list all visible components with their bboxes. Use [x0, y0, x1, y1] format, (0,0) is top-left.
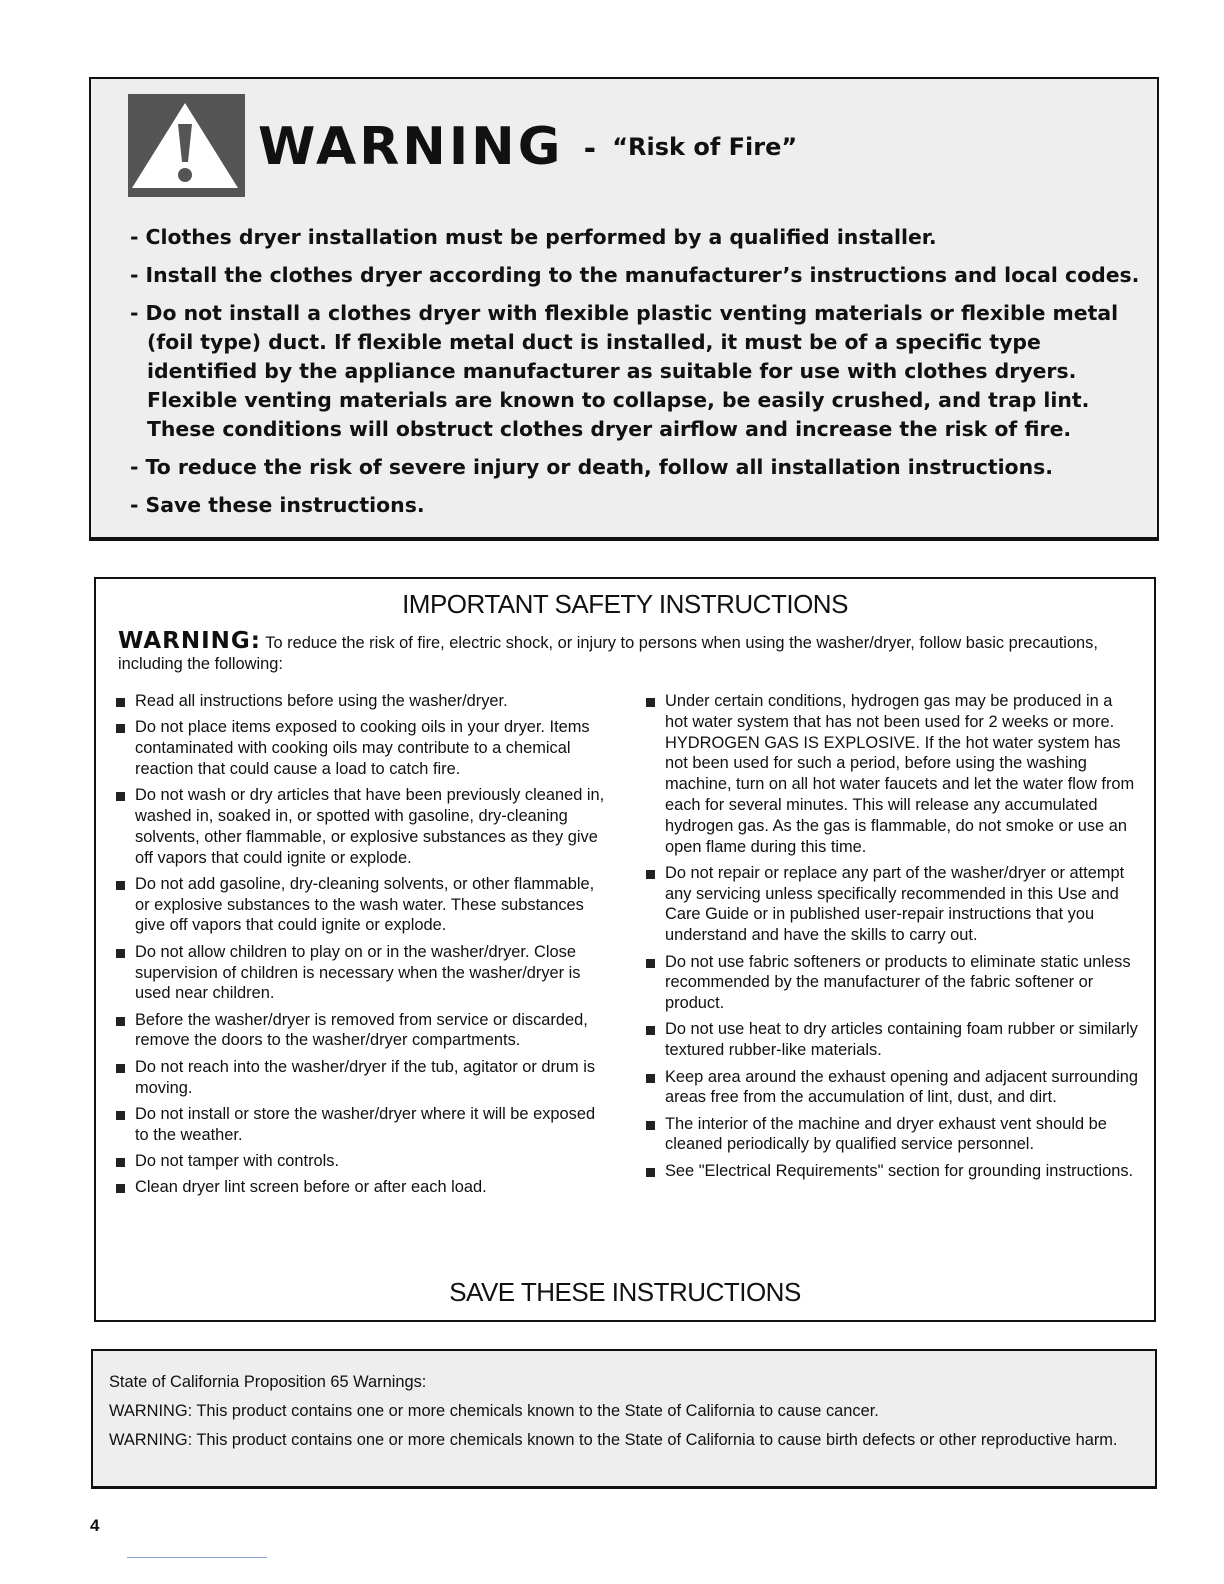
page-number: 4	[90, 1516, 100, 1535]
bullet-icon	[116, 1111, 125, 1120]
safety-intro-text: To reduce the risk of fire, electric shock, or injury to persons when using the washer/dryer, follow basic precautions, including the following:	[118, 634, 1098, 673]
list-item-text: Do not reach into the washer/dryer if the tub, agitator or drum is moving.	[135, 1057, 596, 1097]
bullet-icon	[116, 881, 125, 890]
prop65-cancer-warning: WARNING: This product contains one or more chemicals known to the State of California to cause cancer.	[109, 1401, 879, 1420]
footer-rule	[127, 1557, 267, 1558]
bullet-icon	[116, 949, 125, 958]
list-item	[116, 785, 606, 868]
fire-warning-item: - To reduce the risk of severe injury or death, follow all installation instructions.	[130, 455, 1053, 479]
bullet-icon	[116, 1064, 125, 1073]
list-item	[116, 1057, 606, 1099]
bullet-icon	[646, 1121, 655, 1130]
list-item	[646, 1019, 1138, 1061]
list-item	[116, 691, 606, 712]
safety-warning-label: WARNING:	[118, 628, 261, 654]
list-item-text: Clean dryer lint screen before or after each load.	[135, 1178, 487, 1197]
list-item-text: Before the washer/dryer is removed from service or discarded, remove the doors to the washer/dryer compartments.	[135, 1010, 588, 1050]
bullet-icon	[646, 870, 655, 879]
fire-warning-box	[89, 77, 1159, 541]
list-item	[116, 1010, 606, 1052]
list-item-text: Do not use heat to dry articles containing foam rubber or similarly textured rubber-like materials.	[665, 1020, 1138, 1060]
risk-of-fire-subtitle: “Risk of Fire”	[612, 133, 798, 161]
bullet-icon	[646, 959, 655, 968]
list-item-text: Do not repair or replace any part of the washer/dryer or attempt any servicing unless specifically recommended in this Use and Care Guide or in published user-repair instructions that you understand and have the skills to carry out.	[665, 863, 1125, 945]
list-item	[116, 1177, 606, 1198]
list-item	[116, 717, 606, 779]
fire-warning-item: - Do not install a clothes dryer with flexible plastic venting materials or flexible metal (foil type) duct. If flexible metal duct is installed, it must be of a specific type identified by the appliance manufacturer as suitable for use with clothes dryers. Flexible venting materials are known to collapse, be easily crushed, and trap lint. These conditions will obstruct clothes dryer airflow and increase the risk of fire.	[130, 301, 1119, 441]
bullet-icon	[646, 698, 655, 707]
fire-warning-title	[258, 117, 797, 177]
prop65-box	[91, 1349, 1157, 1489]
list-item-text: Do not place items exposed to cooking oils in your dryer. Items contaminated with cooking oils may contribute to a chemical reaction that could cause a load to catch fire.	[135, 718, 590, 778]
list-item	[646, 1161, 1138, 1182]
safety-instructions-box	[94, 577, 1156, 1322]
safety-intro	[118, 628, 1128, 675]
fire-warning-item: - Clothes dryer installation must be performed by a qualified installer.	[130, 225, 937, 249]
warning-heading: WARNING	[258, 117, 564, 177]
warning-triangle-icon	[128, 94, 245, 197]
list-item-text: Do not allow children to play on or in the washer/dryer. Close supervision of children is necessary when the washer/dryer is used near children.	[135, 942, 581, 1003]
list-item-text: Read all instructions before using the washer/dryer.	[135, 692, 508, 710]
list-item-text: Do not tamper with controls.	[135, 1151, 340, 1170]
list-item	[646, 952, 1138, 1014]
list-item	[116, 942, 606, 1004]
prop65-birth-defects-warning: WARNING: This product contains one or more chemicals known to the State of California to cause birth defects or other reproductive harm.	[109, 1430, 1118, 1449]
list-item-text: Under certain conditions, hydrogen gas may be produced in a hot water system that has not been used for 2 weeks or more. HYDROGEN GAS IS EXPLOSIVE. If the hot water system has not been used for such a period, before using the washing machine, turn on all hot water faucets and let the water flow from each for several minutes. This will release any accumulated hydrogen gas. As the gas is flammable, do not smoke or use an open flame during this time.	[665, 692, 1135, 856]
bullet-icon	[116, 724, 125, 733]
list-item	[116, 1151, 606, 1172]
list-item	[646, 1067, 1138, 1109]
bullet-icon	[116, 1184, 125, 1193]
bullet-icon	[116, 792, 125, 801]
safety-title: IMPORTANT SAFETY INSTRUCTIONS	[402, 589, 848, 619]
list-item	[116, 874, 606, 936]
list-item-text: The interior of the machine and dryer exhaust vent should be cleaned periodically by qualified service personnel.	[665, 1114, 1107, 1154]
prop65-heading: State of California Proposition 65 Warnings:	[109, 1373, 427, 1391]
bullet-icon	[646, 1168, 655, 1177]
bullet-icon	[116, 698, 125, 707]
safety-list-right	[646, 691, 1138, 1187]
list-item	[116, 1104, 606, 1146]
prop65-text	[109, 1372, 1139, 1458]
list-item-text: Do not wash or dry articles that have been previously cleaned in, washed in, soaked in, or spotted with gasoline, dry-cleaning solvents, other flammable, or explosive substances as they give off vapors that could ignite or explode.	[135, 786, 605, 867]
bullet-icon	[116, 1158, 125, 1167]
list-item	[646, 691, 1138, 857]
fire-warning-item: - Install the clothes dryer according to the manufacturer’s instructions and local codes.	[130, 263, 1140, 287]
list-item-text: Keep area around the exhaust opening and adjacent surrounding areas free from the accumulation of lint, dust, and dirt.	[665, 1067, 1138, 1107]
list-item-text: Do not use fabric softeners or products to eliminate static unless recommended by the manufacturer of the fabric softener or product.	[665, 952, 1131, 1013]
fire-warning-item: - Save these instructions.	[130, 493, 425, 517]
safety-list-left	[116, 691, 606, 1204]
bullet-icon	[646, 1074, 655, 1083]
fire-warning-list	[130, 223, 1140, 529]
heading-dash: -	[583, 126, 596, 167]
list-item	[646, 1114, 1138, 1156]
list-item-text: Do not install or store the washer/dryer where it will be exposed to the weather.	[135, 1104, 596, 1144]
list-item	[646, 863, 1138, 946]
list-item-text: Do not add gasoline, dry-cleaning solvents, or other flammable, or explosive substances to the wash water. These substances give off vapors that could ignite or explode.	[135, 874, 595, 935]
bullet-icon	[116, 1017, 125, 1026]
save-instructions-title: SAVE THESE INSTRUCTIONS	[449, 1277, 801, 1307]
bullet-icon	[646, 1026, 655, 1035]
list-item-text: See "Electrical Requirements" section for grounding instructions.	[665, 1161, 1134, 1180]
